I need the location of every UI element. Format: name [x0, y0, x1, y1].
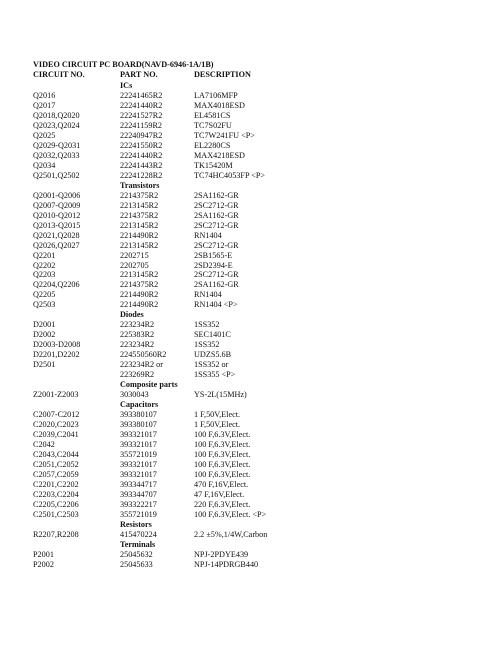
page-title: VIDEO CIRCUIT PC BOARD(NAVD-6946-1A/1B)	[33, 60, 214, 69]
section-heading: Diodes	[120, 310, 144, 320]
part-no-cell: 3030043	[120, 390, 149, 400]
description-cell: UDZS5.6B	[194, 350, 232, 360]
part-no-cell: 2213145R2	[120, 220, 159, 230]
description-cell: RN1404	[194, 290, 222, 300]
description-cell: 100 F,6.3V,Elect. <P>	[194, 509, 267, 519]
part-no-cell: 393321017	[120, 459, 157, 469]
part-no-cell: 2213145R2	[120, 200, 159, 210]
part-no-cell: 223234R2 or	[120, 360, 163, 370]
circuit-no-cell: D2201,D2202	[33, 350, 80, 360]
description-cell: 47 F,16V,Elect.	[194, 489, 245, 499]
part-no-cell: 2214375R2	[120, 280, 159, 290]
part-no-cell: 223269R2	[120, 370, 155, 380]
part-no-cell: 393321017	[120, 469, 157, 479]
part-no-cell: 393380107	[120, 410, 157, 419]
part-no-cell: 2202715	[120, 250, 149, 260]
description-cell: TC7S02FU	[194, 120, 232, 130]
description-cell: 1SS352	[194, 340, 220, 350]
description-cell: 1 F,50V,Elect.	[194, 420, 241, 429]
circuit-no-cell: C2039,C2041	[33, 430, 79, 439]
part-no-cell: 22241440R2	[120, 150, 163, 160]
circuit-no-cell: C2201,C2202	[33, 479, 79, 489]
section-heading: Capacitors	[120, 400, 159, 409]
circuit-no-cell: Q2025	[33, 130, 56, 140]
circuit-no-cell: Q2204,Q2206	[33, 280, 80, 290]
circuit-no-cell: D2002	[33, 330, 56, 340]
description-cell: 2SA1162-GR	[194, 190, 239, 200]
header-description: DESCRIPTION	[194, 70, 251, 79]
part-no-cell: 2214490R2	[120, 300, 159, 310]
circuit-no-cell: Q2017	[33, 100, 56, 110]
description-cell: TC74HC4053FP <P>	[194, 170, 266, 180]
part-no-cell: 2202705	[120, 260, 149, 270]
part-no-cell: 393321017	[120, 430, 157, 439]
part-no-cell: 22241440R2	[120, 100, 163, 110]
part-no-cell: 393322217	[120, 499, 157, 509]
part-no-cell: 355721019	[120, 449, 157, 459]
description-cell: 220 F,6.3V,Elect.	[194, 499, 251, 509]
circuit-no-cell: C2057,C2059	[33, 469, 79, 479]
circuit-no-cell: C2501,C2503	[33, 509, 79, 519]
section-heading: Transistors	[120, 180, 160, 190]
circuit-no-cell: C2205,C2206	[33, 499, 79, 509]
circuit-no-cell: Q2203	[33, 270, 56, 280]
circuit-no-cell: Q2202	[33, 260, 56, 270]
part-no-cell: 224550560R2	[120, 350, 167, 360]
section-heading: Terminals	[120, 539, 156, 549]
part-no-cell: 355721019	[120, 509, 157, 519]
circuit-no-cell: C2020,C2023	[33, 420, 79, 429]
description-cell: 2SC2712-GR	[194, 240, 239, 250]
description-cell: 470 F,16V,Elect.	[194, 479, 249, 489]
description-cell: MAX4218ESD	[194, 150, 245, 160]
description-cell: 2SA1162-GR	[194, 280, 239, 290]
circuit-no-cell: P2001	[33, 549, 54, 559]
description-cell: 2SC2712-GR	[194, 270, 239, 280]
circuit-no-cell: Q2201	[33, 250, 56, 260]
part-no-cell: 2213145R2	[120, 270, 159, 280]
description-cell: 1 F,50V,Elect.	[194, 410, 241, 419]
circuit-no-cell: Q2034	[33, 160, 56, 170]
description-cell: 100 F,6.3V,Elect.	[194, 469, 251, 479]
circuit-no-cell: Q2501,Q2502	[33, 170, 80, 180]
description-cell: NPJ-14PDRGB440	[194, 559, 259, 569]
header-part-no: PART NO.	[120, 70, 158, 79]
part-no-cell: 2214375R2	[120, 210, 159, 220]
description-cell: EL4581CS	[194, 110, 231, 120]
part-no-cell: 2213145R2	[120, 240, 159, 250]
description-cell: SEC1401C	[194, 330, 231, 340]
description-cell: 2.2 ±5%,1/4W,Carbon	[194, 529, 268, 539]
description-cell: 2SD2394-E	[194, 260, 233, 270]
description-cell: 1SS355 <P>	[194, 370, 236, 380]
description-cell: 2SB1565-E	[194, 250, 233, 260]
description-cell: TK15420M	[194, 160, 233, 170]
circuit-no-cell: Q2010-Q2012	[33, 210, 81, 220]
circuit-no-cell: Q2016	[33, 91, 56, 100]
section-heading: Resistors	[120, 519, 152, 529]
part-no-cell: 223234R2	[120, 340, 155, 350]
part-no-cell: 22241228R2	[120, 170, 163, 180]
circuit-no-cell: D2001	[33, 320, 56, 330]
description-cell: 1SS352 or	[194, 360, 229, 370]
description-cell: LA7106MFP	[194, 91, 238, 100]
description-cell: EL2280CS	[194, 140, 231, 150]
part-no-cell: 2214490R2	[120, 230, 159, 240]
part-no-cell: 22241159R2	[120, 120, 163, 130]
section-heading: ICs	[120, 81, 133, 90]
part-no-cell: 2214490R2	[120, 290, 159, 300]
description-cell: 2SC2712-GR	[194, 220, 239, 230]
circuit-no-cell: Q2032,Q2033	[33, 150, 80, 160]
section-heading: Composite parts	[120, 380, 178, 390]
circuit-no-cell: Q2021,Q2028	[33, 230, 80, 240]
part-no-cell: 393344707	[120, 489, 157, 499]
part-no-cell: 415470224	[120, 529, 157, 539]
circuit-no-cell: R2207,R2208	[33, 529, 79, 539]
circuit-no-cell: Q2503	[33, 300, 56, 310]
description-cell: RN1404	[194, 230, 222, 240]
circuit-no-cell: D2003-D2008	[33, 340, 81, 350]
part-no-cell: 22241465R2	[120, 91, 163, 100]
description-cell: 100 F,6.3V,Elect.	[194, 459, 251, 469]
circuit-no-cell: Q2007-Q2009	[33, 200, 81, 210]
description-cell: 2SC2712-GR	[194, 200, 239, 210]
circuit-no-cell: Q2023,Q2024	[33, 120, 80, 130]
part-no-cell: 393380107	[120, 420, 157, 429]
part-no-cell: 22241443R2	[120, 160, 163, 170]
description-cell: 100 F,6.3V,Elect.	[194, 449, 251, 459]
description-cell: YS-2L(15MHz)	[194, 390, 247, 400]
circuit-no-cell: C2051,C2052	[33, 459, 79, 469]
description-cell: NPJ-2PDYE439	[194, 549, 249, 559]
description-cell: 2SA1162-GR	[194, 210, 239, 220]
circuit-no-cell: P2002	[33, 559, 54, 569]
part-no-cell: 225383R2	[120, 330, 155, 340]
part-no-cell: 25045632	[120, 549, 153, 559]
circuit-no-cell: C2007-C2012	[33, 410, 80, 419]
description-cell: MAX4018ESD	[194, 100, 245, 110]
part-no-cell: 22240947R2	[120, 130, 163, 140]
part-no-cell: 393321017	[120, 439, 157, 449]
description-cell: RN1404 <P>	[194, 300, 238, 310]
circuit-no-cell: D2501	[33, 360, 56, 370]
circuit-no-cell: Q2026,Q2027	[33, 240, 80, 250]
circuit-no-cell: Z2001-Z2003	[33, 390, 79, 400]
part-no-cell: 2214375R2	[120, 190, 159, 200]
circuit-no-cell: Q2018,Q2020	[33, 110, 80, 120]
description-cell: 100 F,6.3V,Elect.	[194, 430, 251, 439]
part-no-cell: 22241550R2	[120, 140, 163, 150]
header-circuit-no: CIRCUIT NO.	[33, 70, 85, 79]
description-cell: 100 F,6.3V,Elect.	[194, 439, 251, 449]
part-no-cell: 223234R2	[120, 320, 155, 330]
description-cell: 1SS352	[194, 320, 220, 330]
circuit-no-cell: C2043,C2044	[33, 449, 79, 459]
circuit-no-cell: Q2013-Q2015	[33, 220, 81, 230]
part-no-cell: 22241527R2	[120, 110, 163, 120]
circuit-no-cell: C2042	[33, 439, 55, 449]
circuit-no-cell: Q2029-Q2031	[33, 140, 81, 150]
circuit-no-cell: Q2001-Q2006	[33, 190, 81, 200]
description-cell: TC7W241FU <P>	[194, 130, 255, 140]
circuit-no-cell: Q2205	[33, 290, 56, 300]
part-no-cell: 393344717	[120, 479, 157, 489]
part-no-cell: 25045633	[120, 559, 153, 569]
circuit-no-cell: C2203,C2204	[33, 489, 79, 499]
